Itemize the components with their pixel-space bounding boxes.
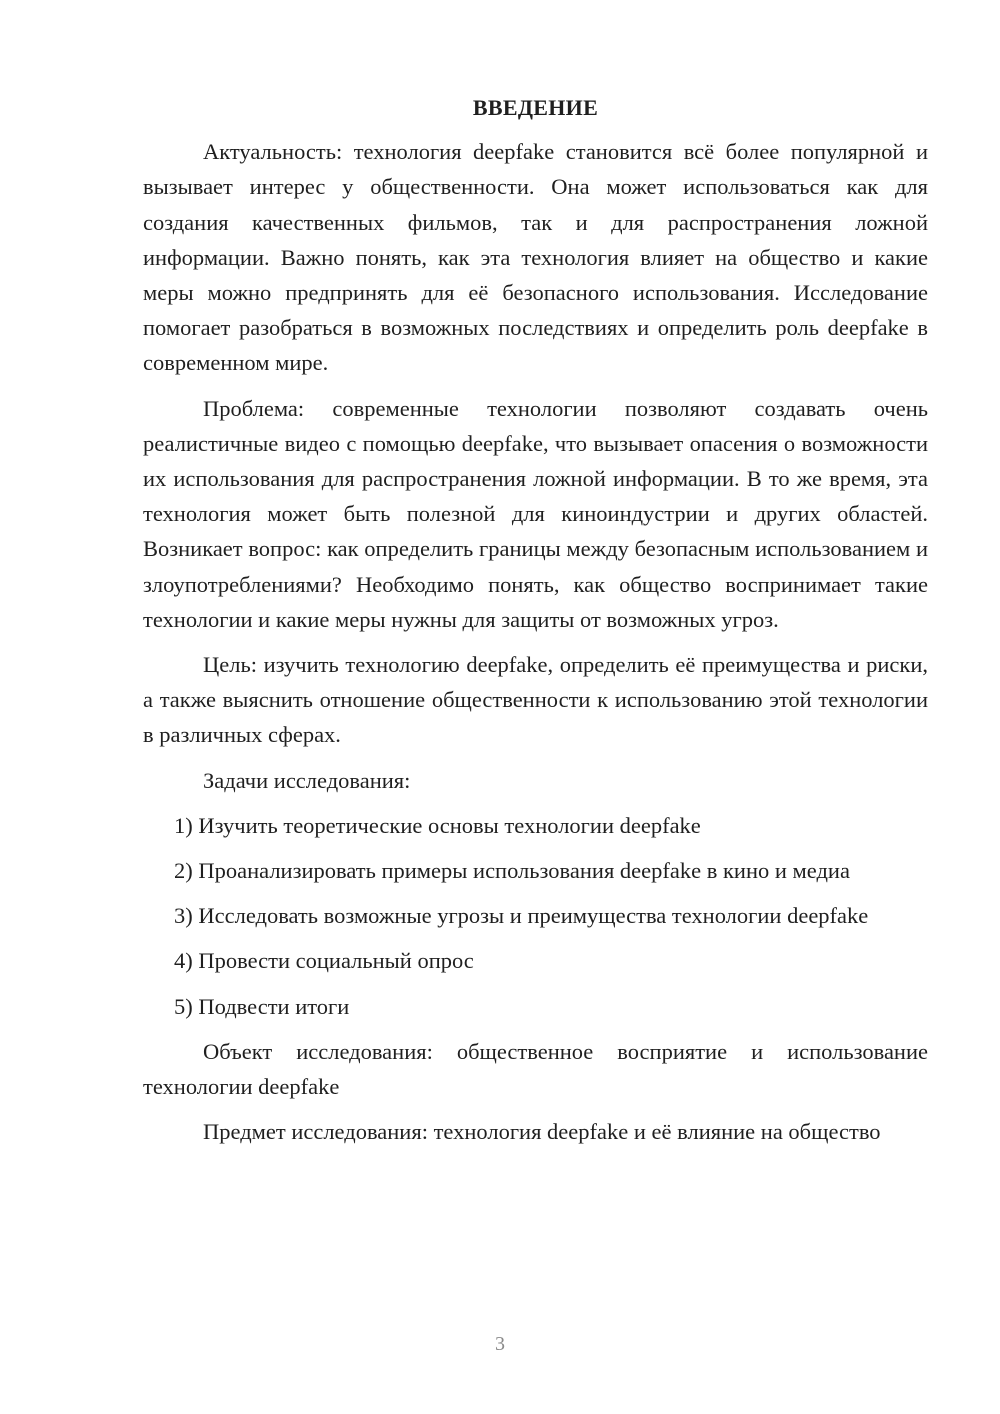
task-item: 4) Провести социальный опрос xyxy=(174,948,474,974)
paragraph-problem: Проблема: современные технологии позволяют создавать очень реалистичные видео с помощью deepfake, что вызывает опасения о возможности их использования для распространения ложной информации. В то же время, эта технология может быть полезной для киноиндустрии и других областей. Возникает вопрос: как определить границы между безопасным использованием и злоупотреблениями? Необходимо понять, как общество воспринимает такие технологии и какие меры нужны для защиты от возможных угроз. xyxy=(143,395,928,632)
paragraph-goal: Цель: изучить технологию deepfake, определить её преимущества и риски, а также выяснить отношение общественности к использованию этой технологии в различных сферах. xyxy=(143,652,928,748)
task-item: 3) Исследовать возможные угрозы и преимущества технологии deepfake xyxy=(174,903,869,929)
page-number: 3 xyxy=(495,1333,505,1355)
task-item: 5) Подвести итоги xyxy=(174,993,350,1019)
paragraph-subject: Предмет исследования: технология deepfake и её влияние на общество xyxy=(203,1119,881,1145)
tasks-heading: Задачи исследования: xyxy=(203,767,411,793)
task-item: 1) Изучить теоретические основы технологии deepfake xyxy=(174,812,701,838)
task-item: 2) Проанализировать примеры использования deepfake в кино и медиа xyxy=(174,858,850,884)
paragraph-object: Объект исследования: общественное восприятие и использование технологии deepfake xyxy=(143,1038,928,1100)
paragraph-relevance: Актуальность: технология deepfake становится всё более популярной и вызывает интерес у общественности. Она может использоваться как для создания качественных фильмов, так и для распространения ложной информации. Важно понять, как эта технология влияет на общество и какие меры можно предпринять для её безопасного использования. Исследование помогает разобраться в возможных последствиях и определить роль deepfake в современном мире. xyxy=(143,139,928,376)
section-heading: ВВЕДЕНИЕ xyxy=(472,95,599,120)
page-content xyxy=(143,90,928,1159)
